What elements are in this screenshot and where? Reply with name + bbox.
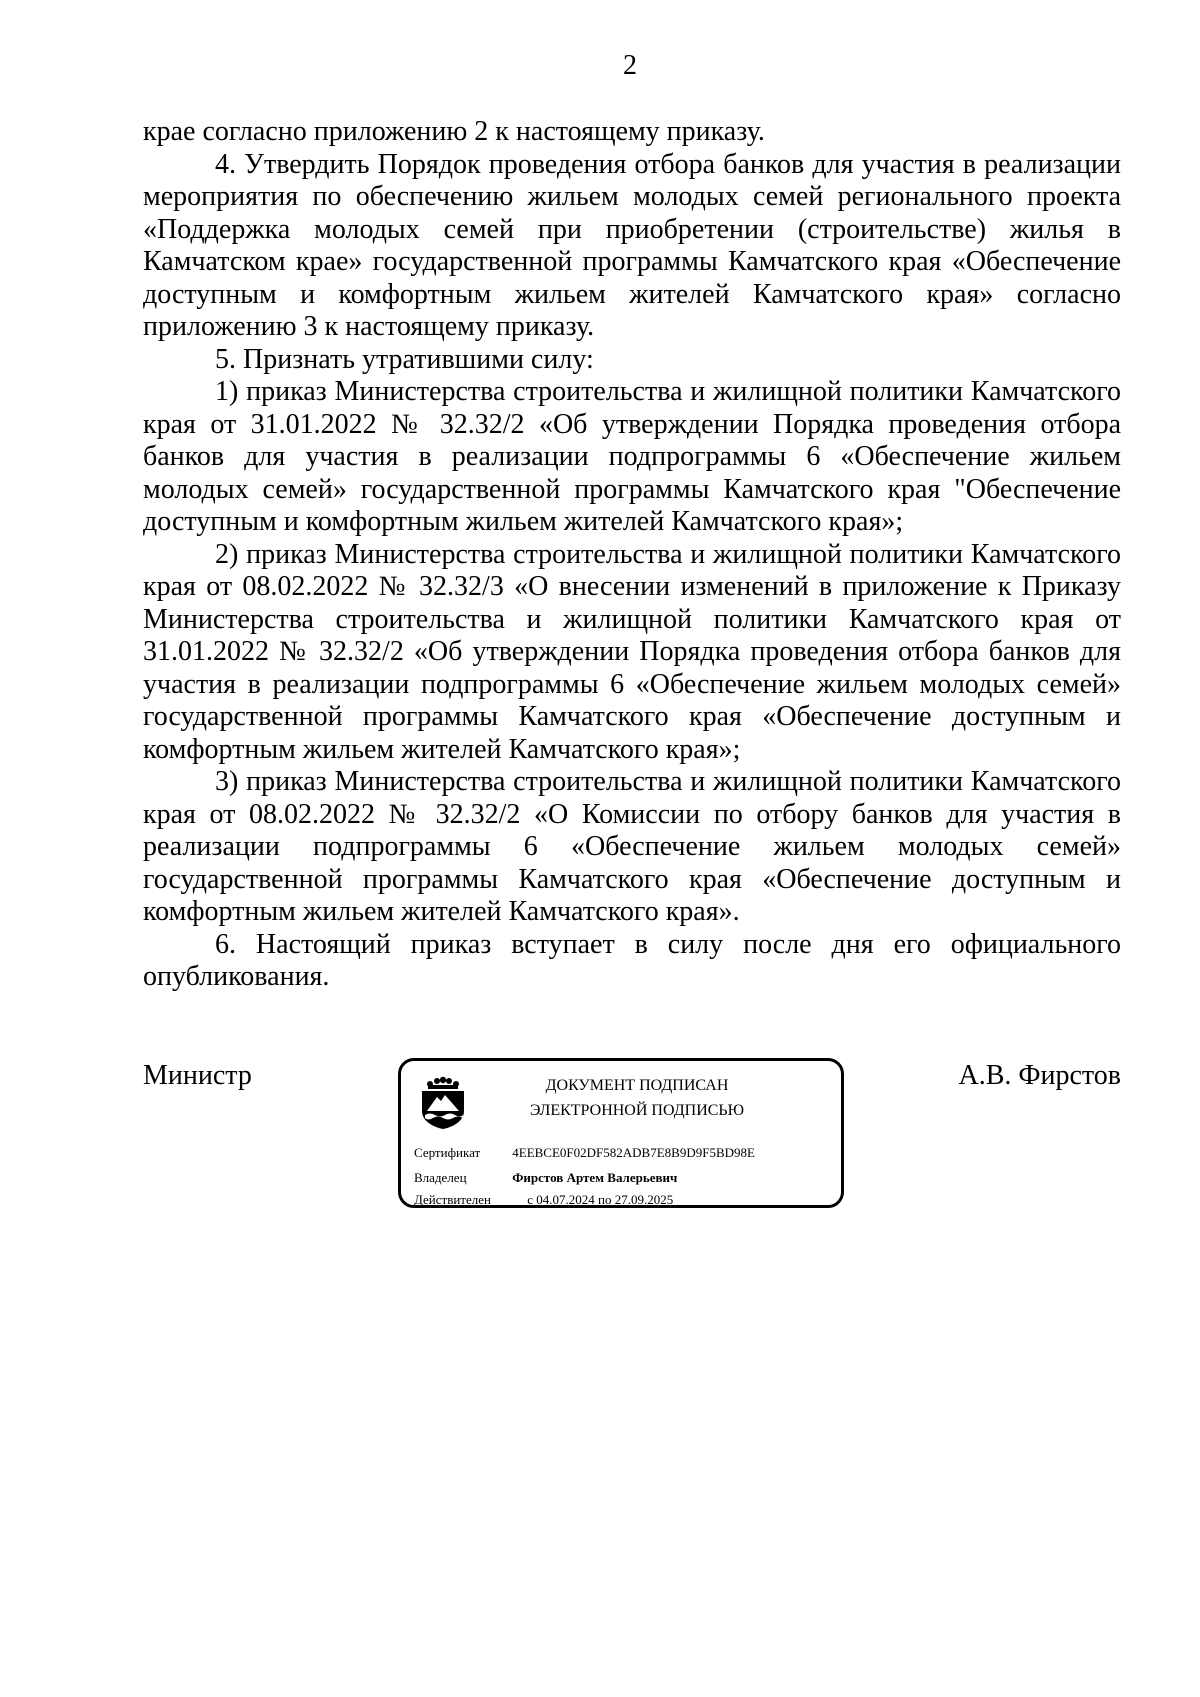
kamchatka-coat-of-arms-icon <box>415 1075 471 1131</box>
stamp-certificate-row <box>414 1145 755 1161</box>
certificate-value: 4EEBCE0F02DF582ADB7E8B9D9F5BD98E <box>512 1145 755 1160</box>
electronic-signature-stamp <box>398 1058 844 1208</box>
owner-value: Фирстов Артем Валерьевич <box>512 1170 678 1185</box>
stamp-validity-row <box>414 1192 673 1208</box>
paragraph-subitem-1: 1) приказ Министерства строительства и жилищной политики Камчатского края от 31.01.2022 № 32.32/2 «Об утверждении Порядка проведения отбора банков для участия в реализации подпрограммы 6 «Обеспечение жильем молодых семей» государственной программы Камчатского края "Обеспечение доступным и комфортным жильем жителей Камчатского края»; <box>143 376 1121 537</box>
signer-name: А.В. Фирстов <box>958 1060 1121 1091</box>
paragraph-subitem-3: 3) приказ Министерства строительства и жилищной политики Камчатского края от 08.02.2022 № 32.32/2 «О Комиссии по отбору банков для участия в реализации подпрограммы 6 «Обеспечение жильем молодых семей» государственной программы Камчатского края «Обеспечение доступным и комфортным жильем жителей Камчатского края». <box>143 766 1121 927</box>
document-body <box>143 116 1121 994</box>
stamp-header-line1: ДОКУМЕНТ ПОДПИСАН <box>545 1077 729 1094</box>
paragraph-item-4: 4. Утвердить Порядок проведения отбора банков для участия в реализации мероприятия по обеспечению жильем молодых семей регионального проекта «Поддержка молодых семей при приобретении (строительстве) жилья в Камчатском крае» государственной программы Камчатского края «Обеспечение доступным и комфортным жильем жителей Камчатского края» согласно приложению 3 к настоящему приказу. <box>143 148 1121 342</box>
owner-label: Владелец <box>414 1170 467 1185</box>
paragraph-item-5: 5. Признать утратившими силу: <box>215 343 594 375</box>
paragraph-continuation: крае согласно приложению 2 к настоящему приказу. <box>143 116 765 147</box>
stamp-header-line2: ЭЛЕКТРОННОЙ ПОДПИСЬЮ <box>529 1102 745 1119</box>
stamp-header <box>497 1073 777 1123</box>
paragraph-item-6: 6. Настоящий приказ вступает в силу после дня его официального опубликования. <box>143 928 1121 992</box>
validity-value: с 04.07.2024 по 27.09.2025 <box>527 1192 674 1207</box>
paragraph-subitem-2: 2) приказ Министерства строительства и жилищной политики Камчатского края от 08.02.2022 № 32.32/3 «О внесении изменений в приложение к Приказу Министерства строительства и жилищной политики Камчатского края от 31.01.2022 № 32.32/2 «Об утверждении Порядка проведения отбора банков для участия в реализации подпрограммы 6 «Обеспечение жильем молодых семей» государственной программы Камчатского края «Обеспечение доступным и комфортным жильем жителей Камчатского края»; <box>143 538 1121 765</box>
validity-label: Действителен <box>414 1192 491 1207</box>
signature-block <box>143 1060 1121 1230</box>
signer-position: Министр <box>143 1060 252 1091</box>
certificate-label: Сертификат <box>414 1145 481 1160</box>
page-number: 2 <box>623 50 637 81</box>
stamp-owner-row <box>414 1170 677 1186</box>
